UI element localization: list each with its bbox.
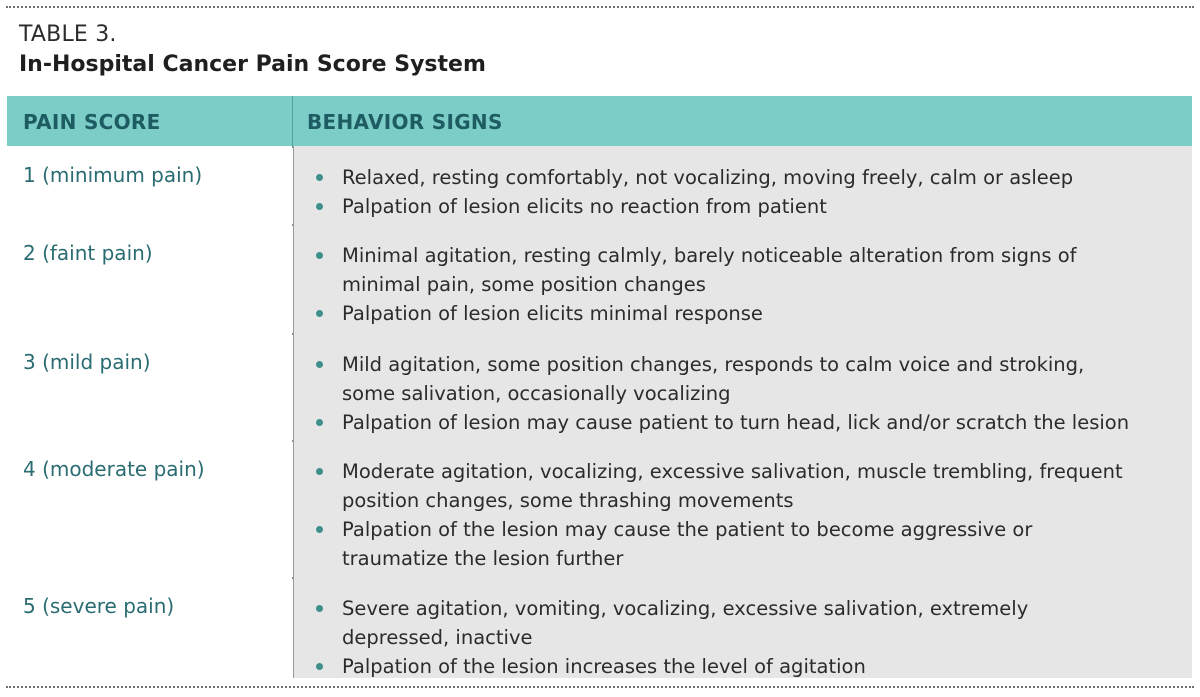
- behavior-sign-text: Palpation of lesion elicits minimal response: [342, 302, 763, 325]
- header-divider: [292, 96, 293, 146]
- list-item: [316, 594, 1184, 652]
- table-row: [7, 440, 1192, 579]
- behavior-sign-text: Palpation of lesion elicits no reaction from patient: [342, 195, 827, 218]
- behavior-signs-list: [316, 594, 1184, 681]
- behavior-signs-list: [316, 457, 1184, 573]
- bullet-icon: [316, 526, 323, 533]
- table-title: In-Hospital Cancer Pain Score System: [19, 52, 486, 77]
- behavior-signs-cell: [293, 577, 1192, 678]
- bottom-dotted-rule: [6, 686, 1194, 688]
- behavior-signs-cell: [293, 224, 1192, 333]
- list-item: [316, 652, 1184, 681]
- behavior-signs-list: [316, 241, 1184, 328]
- bullet-icon: [316, 605, 323, 612]
- behavior-sign-text: Palpation of the lesion increases the level of agitation: [342, 655, 866, 678]
- list-item: [316, 241, 1184, 299]
- pain-score-label: 4 (moderate pain): [23, 457, 205, 481]
- pain-score-label: 1 (minimum pain): [23, 163, 203, 187]
- behavior-signs-cell: [293, 333, 1192, 440]
- list-item: [316, 350, 1184, 408]
- table-row: [7, 333, 1192, 442]
- pain-score-cell: [7, 577, 292, 678]
- bullet-icon: [316, 174, 323, 181]
- behavior-sign-text: Mild agitation, some position changes, responds to calm voice and stroking, some salivation, occasionally vocalizing: [342, 353, 1085, 405]
- header-behavior-signs: BEHAVIOR SIGNS: [307, 110, 503, 134]
- list-item: [316, 408, 1184, 437]
- list-item: [316, 192, 1184, 221]
- bullet-icon: [316, 468, 323, 475]
- pain-score-cell: [7, 146, 292, 224]
- table-row: [7, 146, 1192, 226]
- pain-score-cell: [7, 440, 292, 577]
- table-header-row: [7, 96, 1192, 148]
- pain-score-table: [7, 96, 1192, 678]
- bullet-icon: [316, 252, 323, 259]
- behavior-sign-text: Moderate agitation, vocalizing, excessive salivation, muscle trembling, frequent position changes, some thrashing movements: [342, 460, 1123, 512]
- header-pain-score: PAIN SCORE: [23, 110, 161, 134]
- behavior-signs-list: [316, 350, 1184, 437]
- pain-score-label: 5 (severe pain): [23, 594, 175, 618]
- pain-score-cell: [7, 224, 292, 333]
- pain-score-label: 3 (mild pain): [23, 350, 151, 374]
- list-item: [316, 299, 1184, 328]
- list-item: [316, 163, 1184, 192]
- behavior-signs-cell: [293, 440, 1192, 577]
- list-item: [316, 515, 1184, 573]
- pain-score-cell: [7, 333, 292, 440]
- behavior-sign-text: Palpation of lesion may cause patient to turn head, lick and/or scratch the lesion: [342, 411, 1130, 434]
- table-caption: [19, 24, 486, 76]
- behavior-signs-cell: [293, 146, 1192, 224]
- behavior-sign-text: Relaxed, resting comfortably, not vocalizing, moving freely, calm or asleep: [342, 166, 1074, 189]
- bullet-icon: [316, 361, 323, 368]
- bullet-icon: [316, 663, 323, 670]
- behavior-sign-text: Minimal agitation, resting calmly, barely noticeable alteration from signs of minimal pain, some position changes: [342, 244, 1077, 296]
- table-row: [7, 577, 1192, 678]
- table-row: [7, 224, 1192, 335]
- bullet-icon: [316, 419, 323, 426]
- behavior-sign-text: Severe agitation, vomiting, vocalizing, excessive salivation, extremely depressed, inactive: [342, 597, 1029, 649]
- table-number: TABLE 3.: [19, 22, 117, 47]
- list-item: [316, 457, 1184, 515]
- behavior-sign-text: Palpation of the lesion may cause the patient to become aggressive or traumatize the lesion further: [342, 518, 1033, 570]
- behavior-signs-list: [316, 163, 1184, 221]
- top-dotted-rule: [6, 6, 1194, 8]
- bullet-icon: [316, 310, 323, 317]
- pain-score-label: 2 (faint pain): [23, 241, 153, 265]
- bullet-icon: [316, 203, 323, 210]
